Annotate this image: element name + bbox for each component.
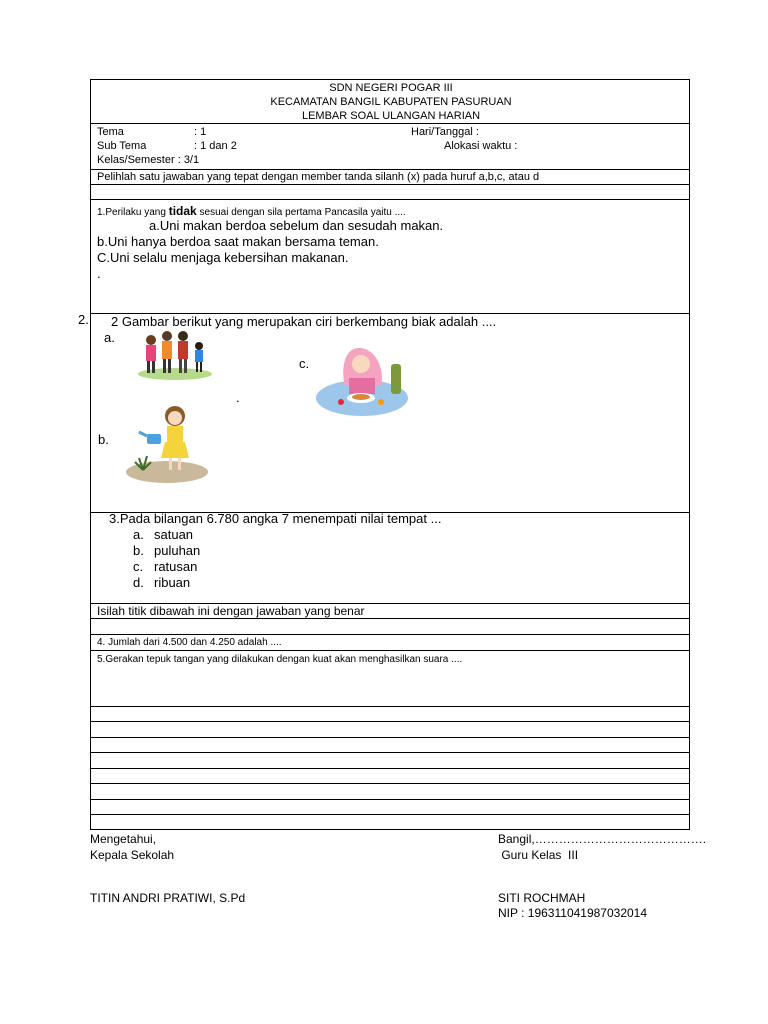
family-picture [137, 328, 213, 380]
guru-kelas-label: Guru Kelas III [498, 848, 579, 862]
q3-option-d-text: ribuan [154, 575, 191, 590]
blank-row [90, 184, 690, 200]
answer-line [90, 783, 690, 800]
instruction-mc: Pelihlah satu jawaban yang tepat dengan member tanda silanh (x) pada huruf a,b,c, atau d [97, 171, 540, 183]
question-3 [90, 512, 690, 604]
q2-stem: 2 Gambar berikut yang merupakan ciri berkembang biak adalah .... [111, 314, 497, 329]
q2-number: 2. [78, 312, 89, 327]
answer-line [90, 768, 690, 784]
q3-option-b-text: puluhan [154, 543, 201, 558]
header-block [90, 79, 690, 124]
question-4 [90, 634, 690, 651]
alokasi-waktu-label: Alokasi waktu : [444, 140, 518, 152]
q1-stem-bold: tidak [168, 204, 197, 218]
place-date: Bangil,……………………………………. [498, 832, 707, 846]
q3-option-b-letter: b. [133, 543, 144, 558]
kelas-semester: Kelas/Semester : 3/1 [97, 154, 200, 166]
guru-nip: NIP : 196311041987032014 [498, 906, 648, 920]
q3-option-a-text: satuan [154, 527, 194, 542]
answer-line [90, 814, 690, 830]
answer-line [90, 721, 690, 738]
q2-option-c: c. [299, 356, 310, 371]
exam-sheet [78, 79, 692, 830]
subtema-label: Sub Tema [97, 140, 147, 152]
kepala-sekolah-name: TITIN ANDRI PRATIWI, S.Pd [90, 891, 246, 905]
instruction-mc-row [90, 169, 690, 185]
q3-stem: 3.Pada bilangan 6.780 angka 7 menempati nilai tempat ... [109, 511, 442, 526]
q2-option-b: b. [98, 432, 109, 447]
question-5 [90, 650, 690, 707]
info-block [90, 123, 690, 170]
answer-line [90, 752, 690, 769]
instruction-essay-row [90, 603, 690, 619]
answer-line [90, 799, 690, 815]
mengetahui-label: Mengetahui, [90, 832, 157, 846]
kepala-sekolah-label: Kepala Sekolah [90, 848, 175, 862]
blank-row [90, 618, 690, 635]
question-2 [90, 313, 690, 513]
q1-option-c: C.Uni selalu menjaga kebersihan makanan. [97, 250, 349, 265]
guru-kelas-name: SITI ROCHMAH [498, 891, 586, 905]
answer-line [90, 737, 690, 753]
q1-option-b: b.Uni hanya berdoa saat makan bersama teman. [97, 234, 379, 249]
instruction-essay: Isilah titik dibawah ini dengan jawaban yang benar [97, 604, 365, 618]
q3-option-c-letter: c. [133, 559, 144, 574]
q3-option-a-letter: a. [133, 527, 144, 542]
district-name: KECAMATAN BANGIL KABUPATEN PASURUAN [270, 96, 512, 108]
question-1 [90, 199, 690, 314]
girl-eating-picture [315, 342, 409, 420]
q3-option-d-letter: d. [133, 575, 144, 590]
subtema-value: : 1 dan 2 [194, 140, 237, 152]
tema-value: : 1 [194, 126, 207, 138]
q2-dot: . [236, 390, 240, 405]
hari-tanggal-label: Hari/Tanggal : [411, 126, 479, 138]
q1-dot: . [97, 266, 101, 281]
q1-stem-pre: 1.Perilaku yang [97, 207, 169, 218]
q2-option-a: a. [104, 330, 115, 345]
q1-stem [97, 204, 406, 218]
q5-text: 5.Gerakan tepuk tangan yang dilakukan dengan kuat akan menghasilkan suara .... [97, 654, 463, 665]
girl-watering-picture [125, 404, 211, 484]
tema-label: Tema [97, 126, 124, 138]
school-name: SDN NEGERI POGAR III [329, 82, 453, 94]
answer-line [90, 706, 690, 722]
q4-text: 4. Jumlah dari 4.500 dan 4.250 adalah .... [97, 637, 282, 648]
q1-stem-post: sesuai dengan sila pertama Pancasila yaitu .... [196, 207, 406, 218]
sheet-title: LEMBAR SOAL ULANGAN HARIAN [301, 110, 481, 122]
q3-option-c-text: ratusan [154, 559, 198, 574]
q1-option-a: a.Uni makan berdoa sebelum dan sesudah makan. [149, 218, 444, 233]
